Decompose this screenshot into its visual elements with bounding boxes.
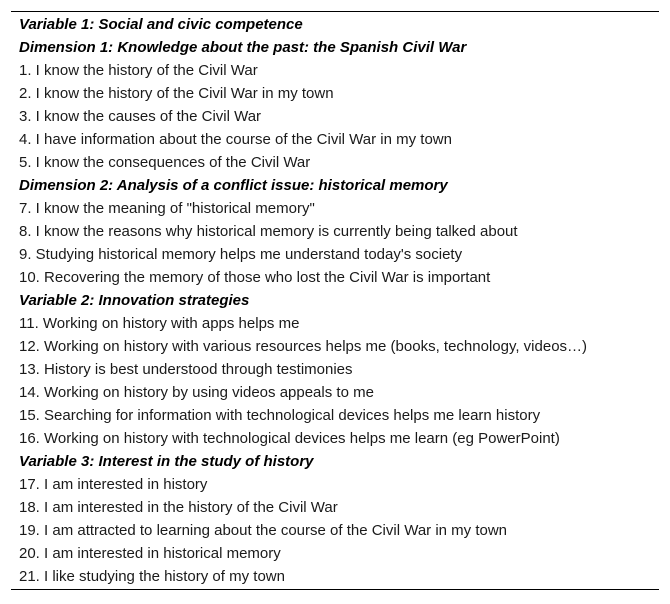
table-row: 2. I know the history of the Civil War in my town	[19, 85, 334, 102]
table-row: 21. I like studying the history of my town	[19, 568, 285, 585]
table-body	[11, 12, 659, 589]
section-heading: Dimension 2: Analysis of a conflict issue: historical memory	[19, 177, 448, 194]
table-row: 4. I have information about the course of the Civil War in my town	[19, 131, 452, 148]
section-heading: Variable 1: Social and civic competence	[19, 16, 303, 33]
table-row: 3. I know the causes of the Civil War	[19, 108, 262, 125]
section-heading: Variable 3: Interest in the study of history	[19, 453, 314, 470]
section-heading: Dimension 1: Knowledge about the past: the Spanish Civil War	[19, 39, 467, 56]
table-row: 8. I know the reasons why historical memory is currently being talked about	[19, 223, 518, 240]
table-row: 5. I know the consequences of the Civil War	[19, 154, 311, 171]
section-heading: Variable 2: Innovation strategies	[19, 292, 250, 309]
table-row: 19. I am attracted to learning about the course of the Civil War in my town	[19, 522, 508, 539]
table-row: 10. Recovering the memory of those who lost the Civil War is important	[19, 269, 491, 286]
table-row: 9. Studying historical memory helps me understand today's society	[19, 246, 463, 263]
questionnaire-table	[11, 11, 659, 590]
table-row: 16. Working on history with technological devices helps me learn (eg PowerPoint)	[19, 430, 560, 447]
table-row: 14. Working on history by using videos appeals to me	[19, 384, 374, 401]
table-row: 1. I know the history of the Civil War	[19, 62, 258, 79]
table-row: 13. History is best understood through testimonies	[19, 361, 353, 378]
table-row: 12. Working on history with various resources helps me (books, technology, videos…)	[19, 338, 588, 355]
table-row: 17. I am interested in history	[19, 476, 208, 493]
table-row: 11. Working on history with apps helps me	[19, 315, 300, 332]
table-row: 20. I am interested in historical memory	[19, 545, 281, 562]
table-row: 15. Searching for information with technological devices helps me learn history	[19, 407, 541, 424]
table-row: 7. I know the meaning of "historical memory"	[19, 200, 315, 217]
table-row: 18. I am interested in the history of the Civil War	[19, 499, 338, 516]
